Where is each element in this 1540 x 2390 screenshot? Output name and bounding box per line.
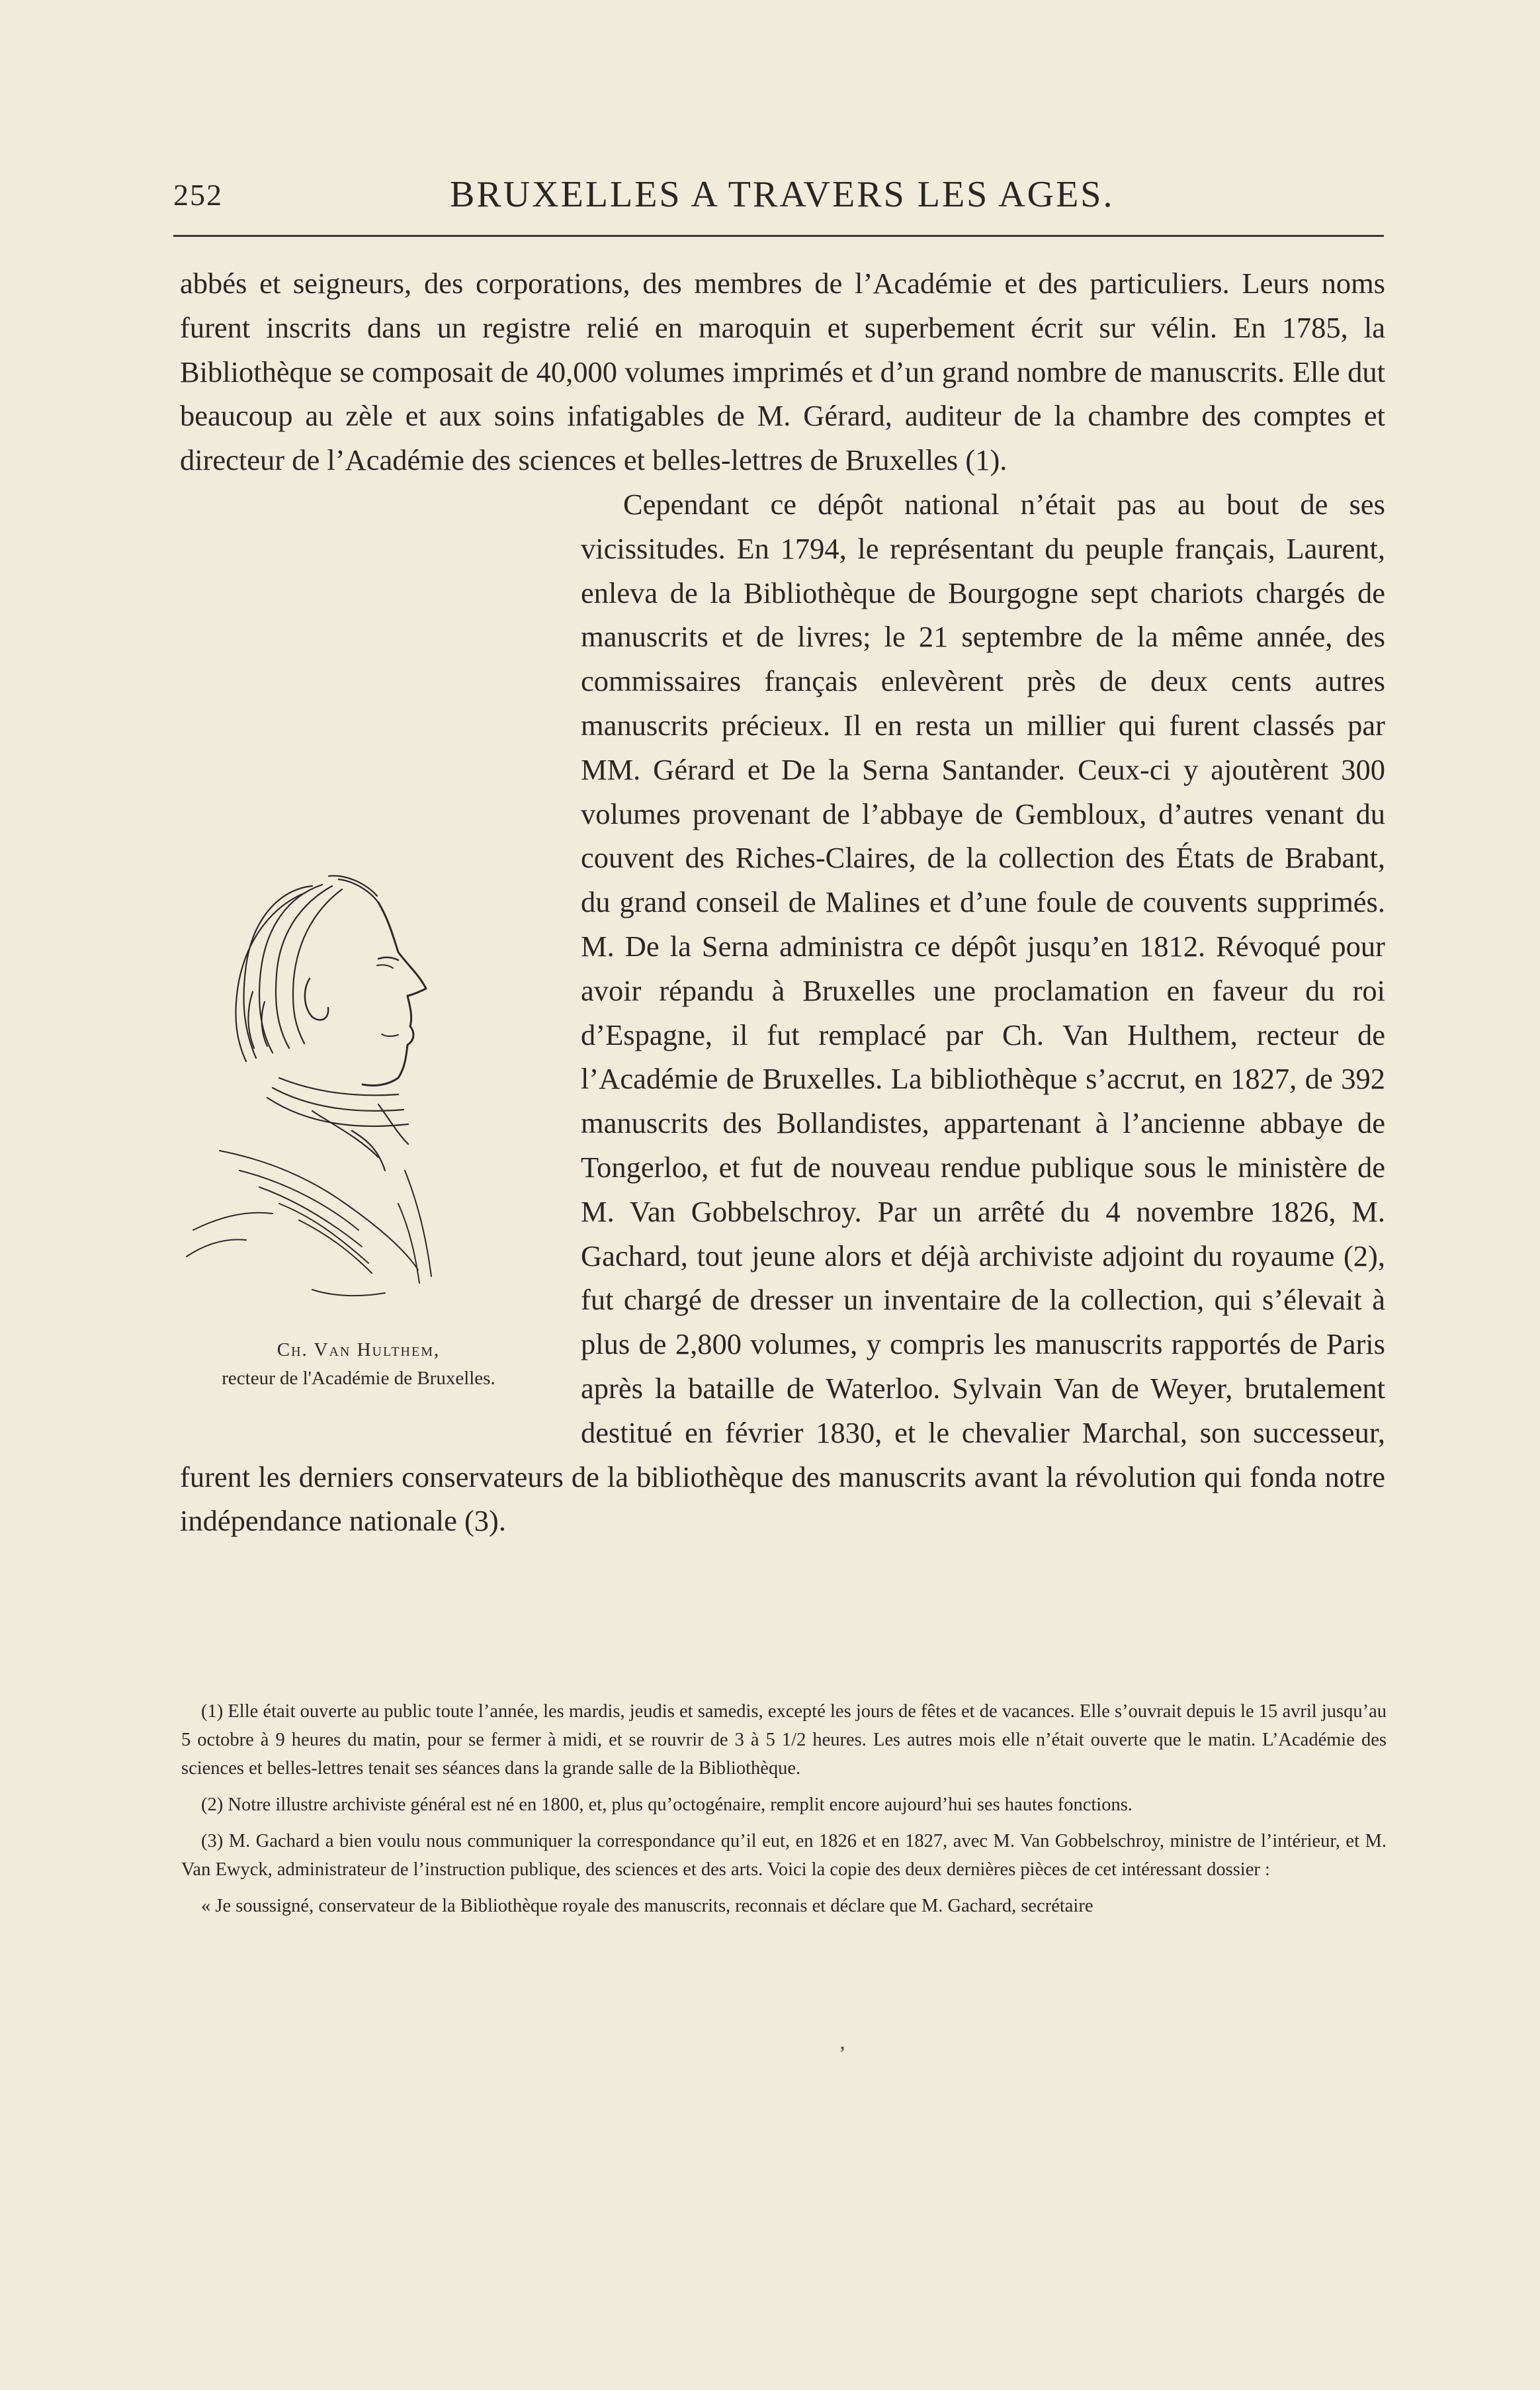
- running-title: BRUXELLES A TRAVERS LES AGES.: [450, 174, 1115, 215]
- paragraph-2: Cependant ce dépôt national n’était pas au bout de ses vicissitudes. En 1794, le représentant du peuple français, Laurent, enleva de la Bibliothèque de Bourgogne sept chariots chargés de manuscrits et de livres; le 21 septembre de la même année, des commissaires français enlevèrent près de deux cents autres manuscrits précieux. Il en resta un millier qui furent classés par MM. Gérard et De la Serna Santander. Ceux-ci y ajoutèrent 300 volumes provenant de l’abbaye de Gembloux, d’autres venant du couvent des Riches-Claires, de la collection des États de Brabant, du grand conseil de Malines et d’une foule de couvents supprimés. M. De la Serna administra ce dépôt jusqu’en 1812. Révoqué pour avoir répandu à Bruxelles une proclamation en faveur du roi d’Espagne, il fut remplacé par Ch. Van Hulthem, recteur de l’Académie de Bruxelles. La bibliothèque s’accrut, en 1827, de 392 manuscrits des Bollandistes, appartenant à l’ancienne abbaye de Tongerloo, et fut de nouveau rendue publique sous le ministère de M. Van Gobbelschroy. Par un arrêté du 4 novembre 1826, M. Gachard, tout jeune alors et déjà archiviste adjoint du royaume (2), fut chargé de dresser un inventaire de la collection, qui s’élevait à plus de 2,800 volumes, y compris les manuscrits rapportés de Paris après la bataille de Waterloo. Sylvain Van de Weyer, brutalement destitué en février 1830, et le chevalier Marchal, son successeur, furent les derniers conservateurs de la bibliothèque des manuscrits avant la révolution qui fonda notre indépendance nationale (3).: [180, 487, 1385, 1538]
- stray-mark: ʼ: [839, 2041, 846, 2065]
- footnotes: [181, 1697, 1387, 1928]
- coat-lapel: [187, 1151, 431, 1296]
- footnote-2: (2) Notre illustre archiviste général est né en 1800, et, plus qu’octogénaire, remplit encore aujourd’hui ses hautes fonctions.: [201, 1794, 1133, 1815]
- page-number: 252: [173, 178, 223, 212]
- footnote-1: (1) Elle était ouverte au public toute l’année, les mardis, jeudis et samedis, excepté les jours de fêtes et de vacances. Elle s’ouvrait depuis le 15 avril jusqu’au 5 octobre à 9 heures du matin, pour se fermer à midi, et se rouvrir de 3 à 5 1/2 heures. Les autres mois elle n’était ouverte que le matin. L’Académie des sciences et belles-lettres tenait ses séances dans la grande salle de la Bibliothèque.: [181, 1701, 1387, 1779]
- footnote-3: (3) M. Gachard a bien voulu nous communiquer la correspondance qu’il eut, en 1826 et en 1827, avec M. Van Gobbelschroy, ministre de l’intérieur, et M. Van Ewyck, administrateur de l’instruction publique, des sciences et des arts. Voici la copie des deux dernières pièces de cet intéressant dossier :: [181, 1831, 1387, 1880]
- footnote-4: « Je soussigné, conservateur de la Bibliothèque royale des manuscrits, reconnais et déclare que M. Gachard, secrétaire: [201, 1896, 1093, 1916]
- face-profile: [305, 903, 426, 1086]
- portrait-caption: [180, 1336, 537, 1393]
- portrait-figure: [180, 482, 574, 1451]
- cravat-collar: [267, 1078, 408, 1171]
- caption-role: recteur de l'Académie de Bruxelles.: [222, 1367, 495, 1389]
- portrait-engraving: [180, 860, 537, 1323]
- caption-name: Ch. Van Hulthem,: [277, 1339, 441, 1360]
- hair-strokes: [235, 876, 378, 1061]
- paragraph-1: abbés et seigneurs, des corporations, des membres de l’Académie et des particuliers. Leurs noms furent inscrits dans un registre relié en maroquin et superbement écrit sur vélin. En 1785, la Bibliothèque se composait de 40,000 volumes imprimés et d’un grand nombre de manuscrits. Elle dut beaucoup au zèle et aux soins infatigables de M. Gérard, auditeur de la chambre des comptes et directeur de l’Académie des sciences et belles-lettres de Bruxelles (1).: [180, 267, 1385, 477]
- page-header: [173, 174, 1377, 224]
- header-rule: [173, 235, 1384, 237]
- body-text: [180, 261, 1385, 1543]
